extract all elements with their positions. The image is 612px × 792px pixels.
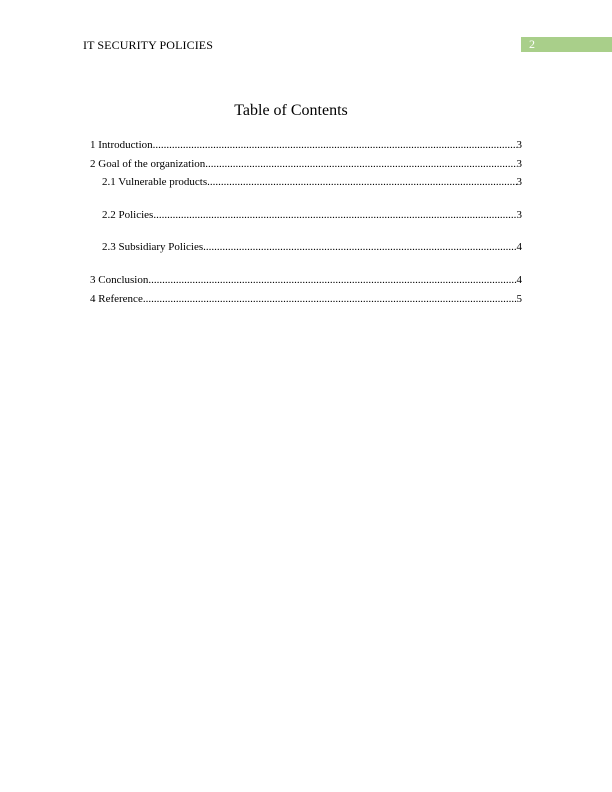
- toc-dot-leader: [203, 240, 516, 254]
- toc-entry-page: 4: [516, 241, 522, 253]
- toc-entry-page: 3: [516, 209, 522, 221]
- page-number-badge: [521, 37, 612, 52]
- toc-entry-page: 3: [516, 139, 522, 151]
- page-number: 2: [529, 37, 535, 51]
- toc-entry-page: 3: [516, 176, 522, 188]
- toc-entry-policies[interactable]: [102, 208, 522, 222]
- toc-entry-conclusion[interactable]: [90, 273, 522, 287]
- toc-entry-label: 2.3 Subsidiary Policies: [102, 241, 204, 253]
- toc-entry-introduction[interactable]: [90, 138, 522, 152]
- toc-dot-leader: [207, 175, 516, 189]
- toc-entry-label: 1 Introduction: [90, 139, 153, 151]
- toc-dot-leader: [148, 273, 516, 287]
- toc-entry-page: 4: [516, 274, 522, 286]
- toc-entry-subsidiary-policies[interactable]: [102, 240, 522, 254]
- toc-entry-page: 3: [516, 158, 522, 170]
- toc-entry-label: 2 Goal of the organization: [90, 158, 206, 170]
- toc-dot-leader: [205, 157, 516, 171]
- toc-entry-reference[interactable]: [90, 292, 522, 306]
- toc-entry-page: 5: [516, 293, 522, 305]
- toc-title: Table of Contents: [234, 102, 348, 119]
- running-head: IT SECURITY POLICIES: [83, 38, 214, 52]
- toc-entry-label: 4 Reference: [90, 293, 143, 305]
- toc-entry-vulnerable-products[interactable]: [102, 175, 522, 189]
- toc-dot-leader: [153, 208, 516, 222]
- toc-entry-label: 2.2 Policies: [102, 209, 154, 221]
- toc-entry-label: 2.1 Vulnerable products: [102, 176, 208, 188]
- toc-entry-label: 3 Conclusion: [90, 274, 149, 286]
- toc-dot-leader: [143, 292, 517, 306]
- toc-entry-goal[interactable]: [90, 157, 522, 171]
- toc-dot-leader: [153, 138, 517, 152]
